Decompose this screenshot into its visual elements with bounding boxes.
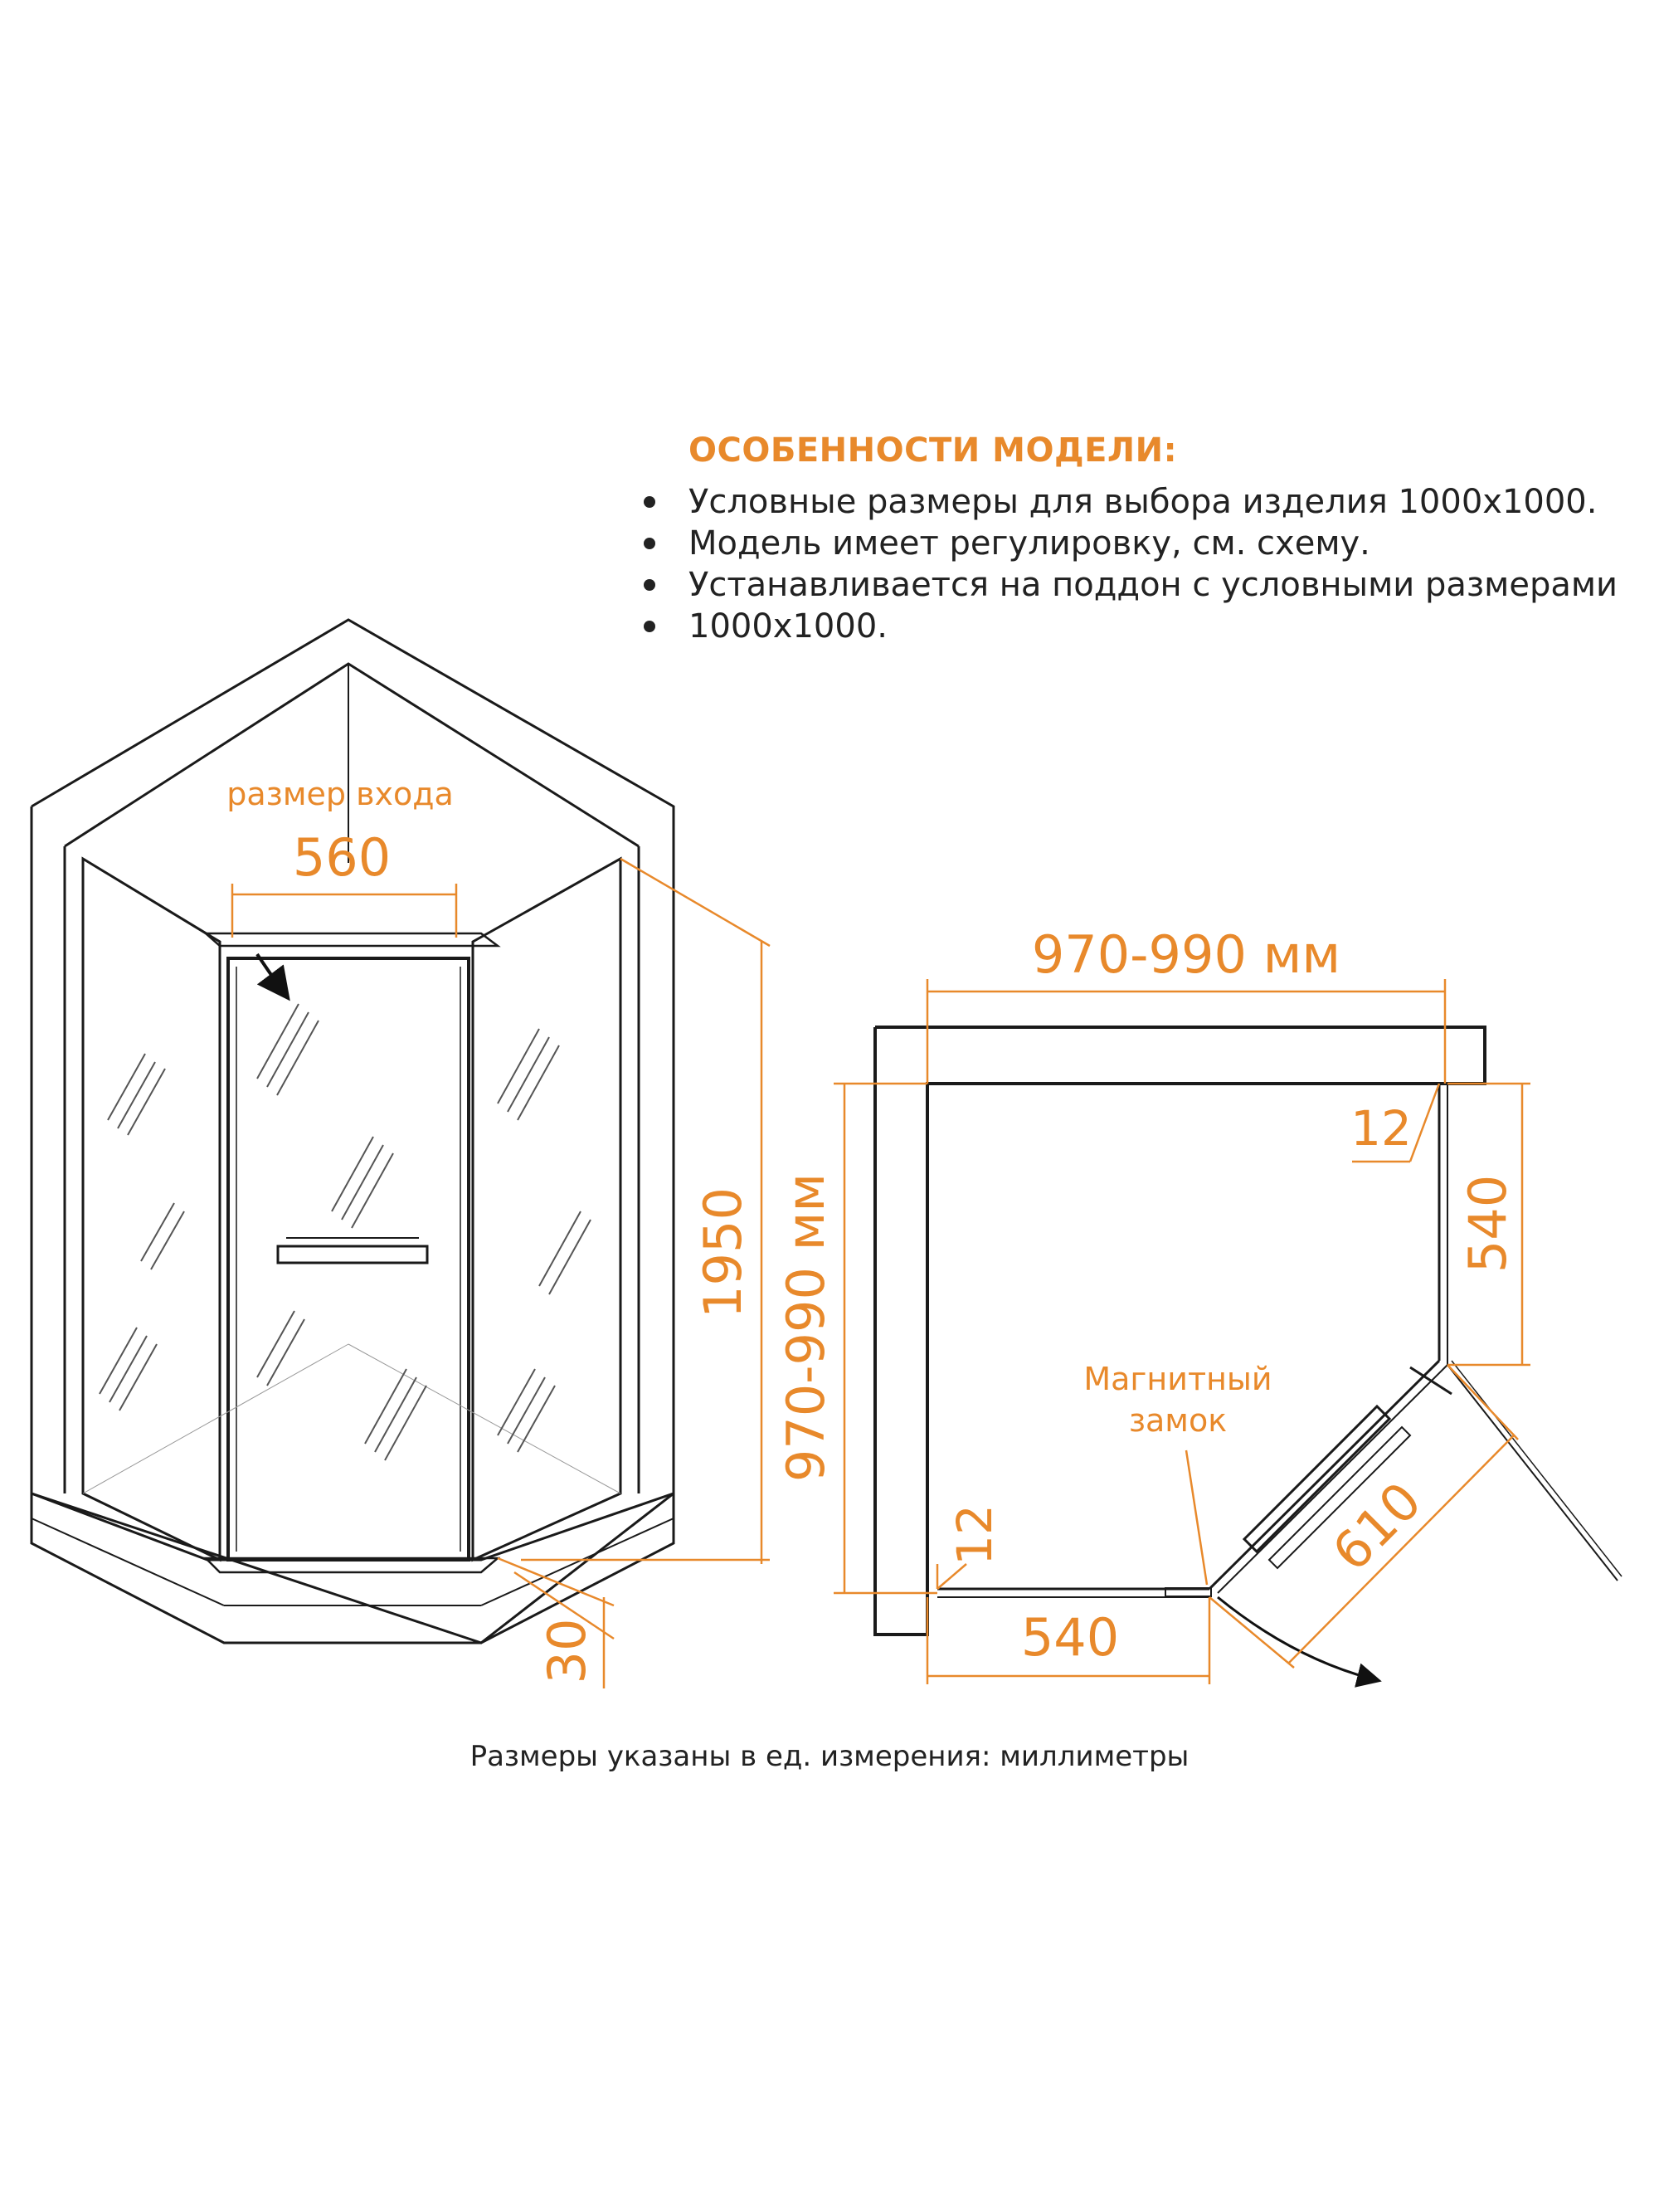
gap-left: 12	[946, 1504, 1003, 1566]
door-width: 610	[1321, 1470, 1433, 1583]
magnet-label-line1: Магнитный	[1083, 1361, 1272, 1397]
width-range: 970-990 мм	[1031, 924, 1341, 985]
entrance-width: 560	[292, 827, 392, 888]
wall-inner	[65, 664, 639, 846]
door-swing-arrow	[257, 954, 286, 996]
entrance-label: размер входа	[226, 776, 454, 812]
feature-item: Условные размеры для выбора изделия 1000х1000.	[630, 481, 1642, 523]
feature-item: Устанавливается на поддон с условными размерами	[630, 564, 1642, 606]
front-view	[32, 620, 674, 1643]
door-swing-arrow-plan	[1218, 1597, 1377, 1680]
door-handle	[278, 1246, 427, 1263]
side-right: 540	[1457, 1174, 1518, 1274]
feature-item: 1000х1000.	[630, 606, 1642, 647]
units-footnote: Размеры указаны в ед. измерения: миллиметры	[469, 1740, 1190, 1773]
door-panel	[228, 958, 469, 1560]
depth-range: 970-990 мм	[776, 1172, 836, 1483]
features-title: ОСОБЕННОСТИ МОДЕЛИ:	[688, 431, 1178, 470]
front-dimensions	[232, 859, 770, 1688]
feature-item: Модель имеет регулировку, см. схему.	[630, 523, 1642, 564]
side-bottom: 540	[1020, 1607, 1120, 1668]
top-view	[875, 1027, 1622, 1680]
wall-outline	[32, 620, 674, 1643]
magnet-label-line2: замок	[1128, 1402, 1228, 1439]
enclosure-height: 1950	[693, 1187, 753, 1318]
glass-panel-right	[473, 859, 620, 1560]
tray-height: 30	[537, 1618, 597, 1684]
gap-top: 12	[1350, 1100, 1412, 1157]
